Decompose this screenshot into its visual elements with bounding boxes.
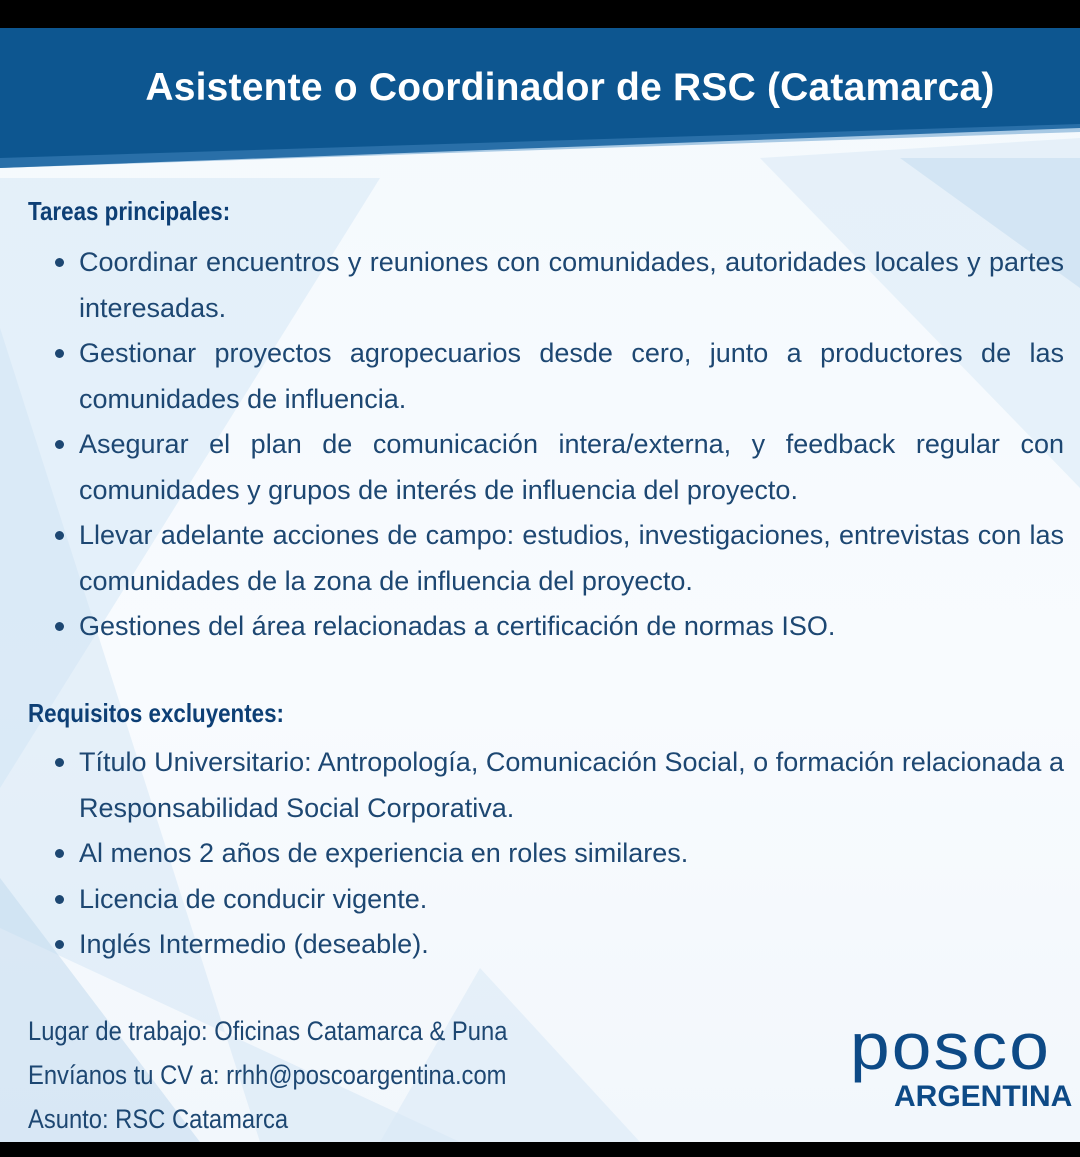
logo-subtitle: ARGENTINA <box>894 1080 1073 1113</box>
requirements-heading: Requisitos excluyentes: <box>28 698 284 728</box>
email-subject: Asunto: RSC Catamarca <box>28 1104 289 1134</box>
requirements-list <box>79 740 1064 968</box>
bullet-icon <box>55 849 64 858</box>
bullet-icon <box>55 622 64 631</box>
bullet-icon <box>55 258 64 267</box>
list-item: Coordinar encuentros y reuniones con comunidades, autoridades locales y partes interesadas. <box>79 240 1064 331</box>
list-item: Gestionar proyectos agropecuarios desde cero, junto a productores de las comunidades de influencia. <box>79 331 1064 422</box>
work-location: Lugar de trabajo: Oficinas Catamarca & Puna <box>28 1016 508 1046</box>
bullet-icon <box>55 440 64 449</box>
job-posting-card <box>0 28 1080 1142</box>
list-item: Asegurar el plan de comunicación intera/externa, y feedback regular con comunidades y grupos de interés de influencia del proyecto. <box>79 422 1064 513</box>
bullet-icon <box>55 940 64 949</box>
page-title: Asistente o Coordinador de RSC (Catamarca) <box>145 66 995 109</box>
bullet-icon <box>55 349 64 358</box>
list-item: Inglés Intermedio (deseable). <box>79 922 1064 968</box>
tasks-list <box>79 240 1064 650</box>
list-item: Licencia de conducir vigente. <box>79 877 1064 923</box>
list-item: Al menos 2 años de experiencia en roles similares. <box>79 831 1064 877</box>
bullet-icon <box>55 895 64 904</box>
bullet-icon <box>55 531 64 540</box>
logo-wordmark: posco <box>850 1009 1052 1083</box>
list-item: Gestiones del área relacionadas a certificación de normas ISO. <box>79 604 1064 650</box>
send-cv: Envíanos tu CV a: rrhh@poscoargentina.com <box>28 1060 507 1090</box>
tasks-heading: Tareas principales: <box>28 196 231 226</box>
list-item: Llevar adelante acciones de campo: estudios, investigaciones, entrevistas con las comunidades de la zona de influencia del proyecto. <box>79 513 1064 604</box>
list-item: Título Universitario: Antropología, Comunicación Social, o formación relacionada a Responsabilidad Social Corporativa. <box>79 740 1064 831</box>
bullet-icon <box>55 758 64 767</box>
